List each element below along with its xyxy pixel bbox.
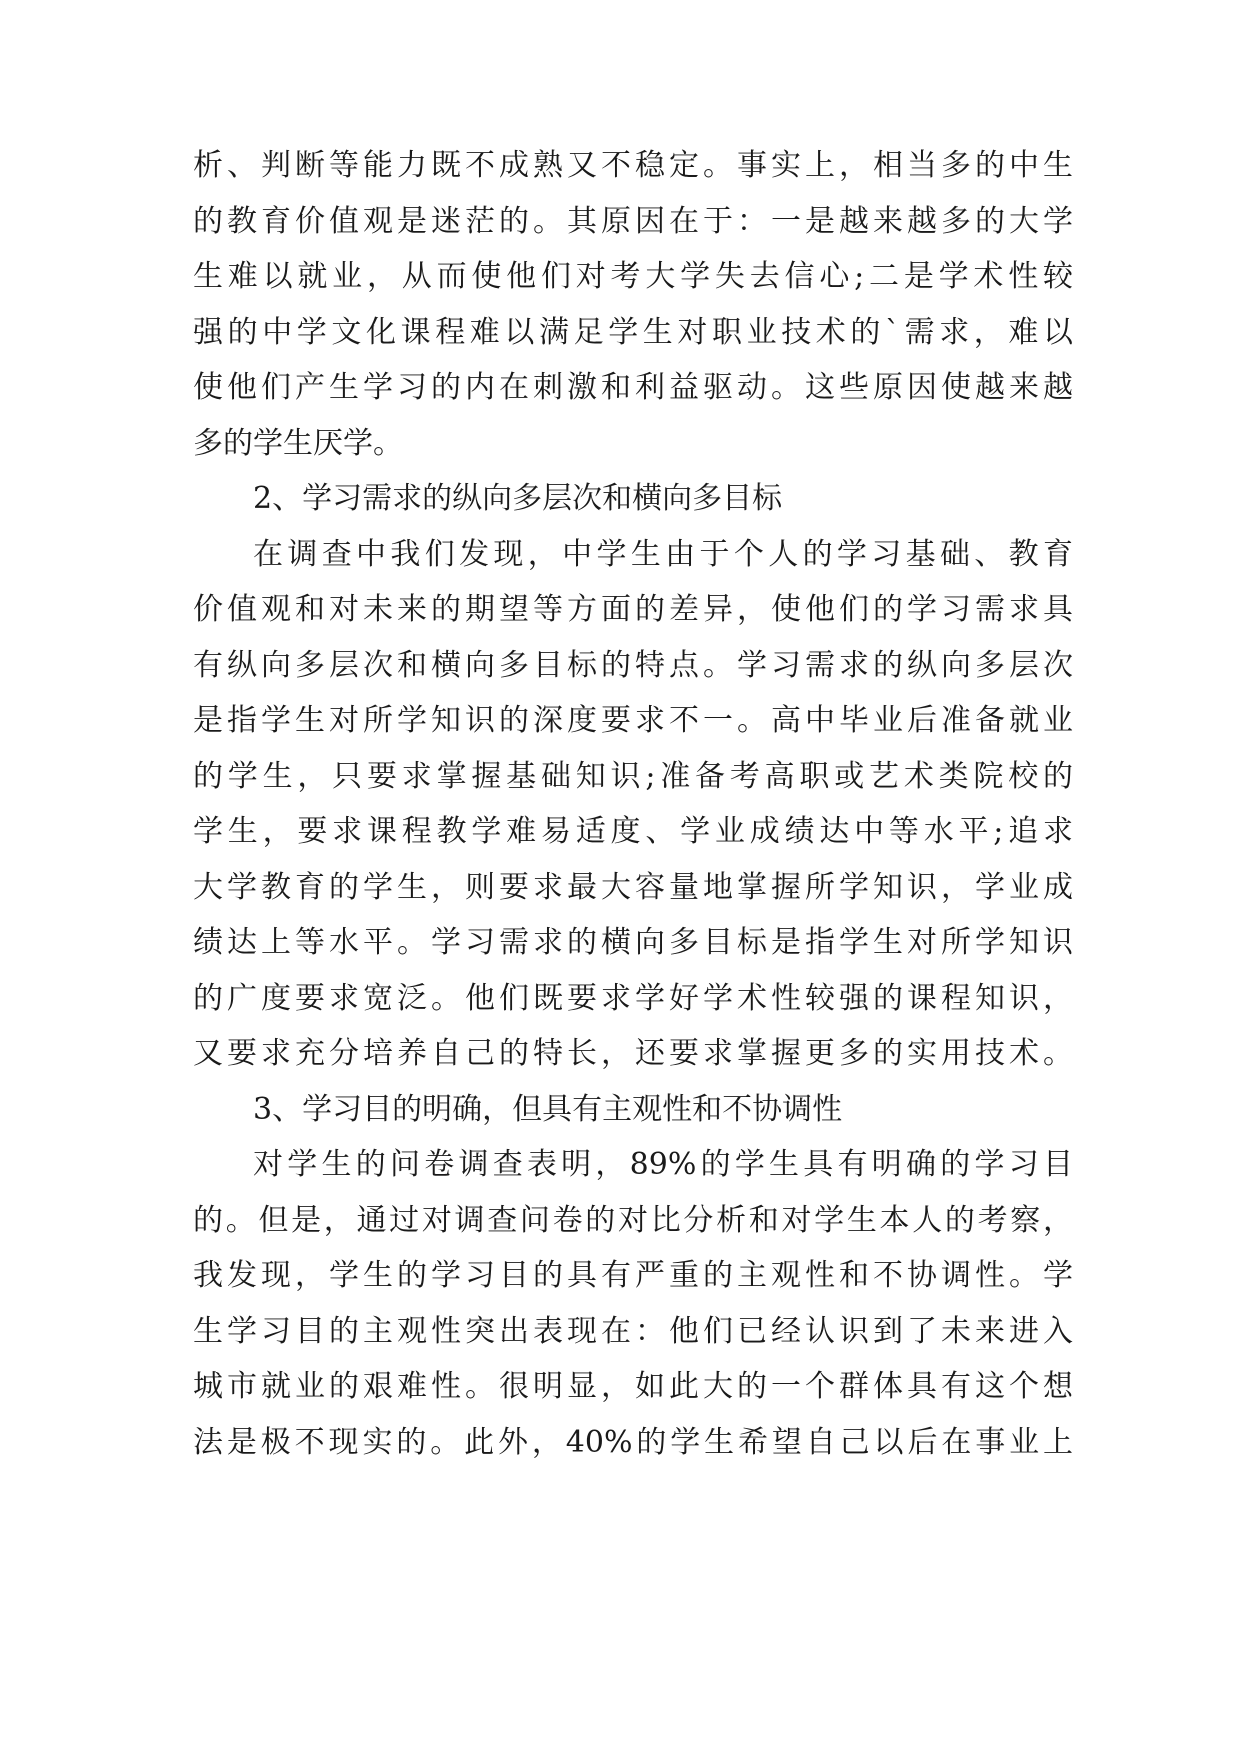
paragraph-1-line-3: 生难以就业，从而使他们对考大学失去信心;二是学术性较 [193, 259, 1073, 294]
paragraph-1-line-6: 多的学生厌学。 [193, 426, 403, 461]
paragraph-2-line-5: 的学生，只要求掌握基础知识;准备考高职或艺术类院校的 [193, 759, 1073, 794]
paragraph-3-line-4: 生学习目的主观性突出表现在：他们已经认识到了未来进入 [193, 1314, 1073, 1349]
paragraph-1-line-1: 析、判断等能力既不成熟又不稳定。事实上，相当多的中生 [193, 148, 1073, 183]
section-heading-2: 2、学习需求的纵向多层次和横向多目标 [253, 481, 783, 516]
paragraph-1-line-2: 的教育价值观是迷茫的。其原因在于：一是越来越多的大学 [193, 204, 1073, 239]
paragraph-2-line-10: 又要求充分培养自己的特长，还要求掌握更多的实用技术。 [193, 1036, 1073, 1071]
paragraph-3-line-2: 的。但是，通过对调查问卷的对比分析和对学生本人的考察， [193, 1203, 1073, 1238]
paragraph-2-line-6: 学生，要求课程教学难易适度、学业成绩达中等水平;追求 [193, 814, 1073, 849]
paragraph-2-line-7: 大学教育的学生，则要求最大容量地掌握所学知识，学业成 [193, 870, 1073, 905]
paragraph-1-line-5: 使他们产生学习的内在刺激和利益驱动。这些原因使越来越 [193, 370, 1073, 405]
paragraph-2-line-1: 在调查中我们发现，中学生由于个人的学习基础、教育 [253, 537, 1073, 572]
paragraph-3-line-5: 城市就业的艰难性。很明显，如此大的一个群体具有这个想 [193, 1369, 1073, 1404]
paragraph-2-line-3: 有纵向多层次和横向多目标的特点。学习需求的纵向多层次 [193, 648, 1073, 683]
paragraph-2-line-4: 是指学生对所学知识的深度要求不一。高中毕业后准备就业 [193, 703, 1073, 738]
paragraph-3-line-1: 对学生的问卷调查表明，89%的学生具有明确的学习目 [253, 1147, 1073, 1182]
paragraph-2-line-2: 价值观和对未来的期望等方面的差异，使他们的学习需求具 [193, 592, 1073, 627]
paragraph-3-line-6: 法是极不现实的。此外，40%的学生希望自己以后在事业上 [193, 1425, 1073, 1460]
section-heading-3: 3、学习目的明确，但具有主观性和不协调性 [253, 1092, 843, 1127]
paragraph-3-line-3: 我发现，学生的学习目的具有严重的主观性和不协调性。学 [193, 1258, 1073, 1293]
paragraph-1-line-4: 强的中学文化课程难以满足学生对职业技术的`需求，难以 [193, 315, 1073, 350]
paragraph-2-line-9: 的广度要求宽泛。他们既要求学好学术性较强的课程知识， [193, 981, 1073, 1016]
paragraph-2-line-8: 绩达上等水平。学习需求的横向多目标是指学生对所学知识 [193, 925, 1073, 960]
